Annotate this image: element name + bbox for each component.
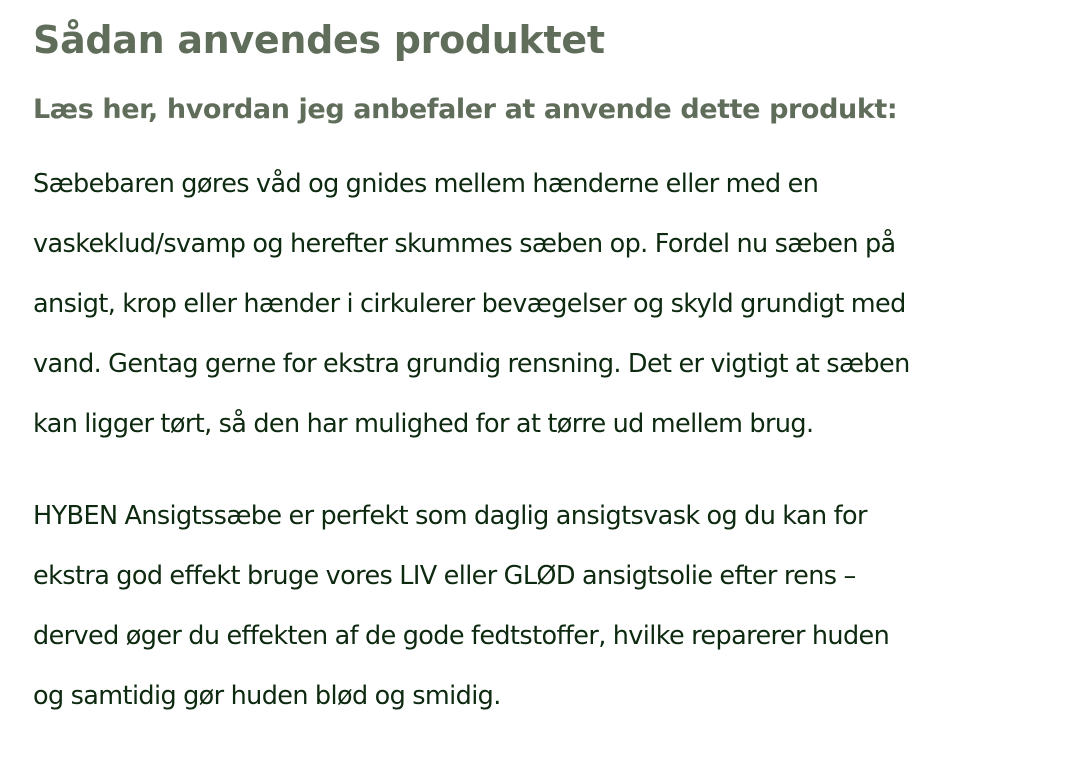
section-subtitle: Læs her, hvordan jeg anbefaler at anvende dette produkt: xyxy=(33,94,898,125)
usage-section xyxy=(33,14,1063,726)
text-line: HYBEN Ansigtssæbe er perfekt som daglig ansigtsvask og du kan for xyxy=(33,501,867,531)
text-line: vaskeklud/svamp og herefter skummes sæben op. Fordel nu sæben på xyxy=(33,229,896,259)
text-line: vand. Gentag gerne for ekstra grundig rensning. Det er vigtigt at sæben xyxy=(33,349,910,379)
text-line: derved øger du effekten af de gode fedtstoffer, hvilke reparerer huden xyxy=(33,621,890,651)
text-line: og samtidig gør huden blød og smidig. xyxy=(33,681,501,711)
page-title: Sådan anvendes produktet xyxy=(33,18,605,62)
usage-paragraph-instructions xyxy=(33,154,1063,454)
usage-paragraph-recommendation xyxy=(33,486,1063,726)
text-line: ekstra god effekt bruge vores LIV eller GLØD ansigtsolie efter rens – xyxy=(33,561,856,591)
text-line: Sæbebaren gøres våd og gnides mellem hænderne eller med en xyxy=(33,169,819,199)
text-line: kan ligger tørt, så den har mulighed for at tørre ud mellem brug. xyxy=(33,409,814,439)
text-line: ansigt, krop eller hænder i cirkulerer bevægelser og skyld grundigt med xyxy=(33,289,906,319)
